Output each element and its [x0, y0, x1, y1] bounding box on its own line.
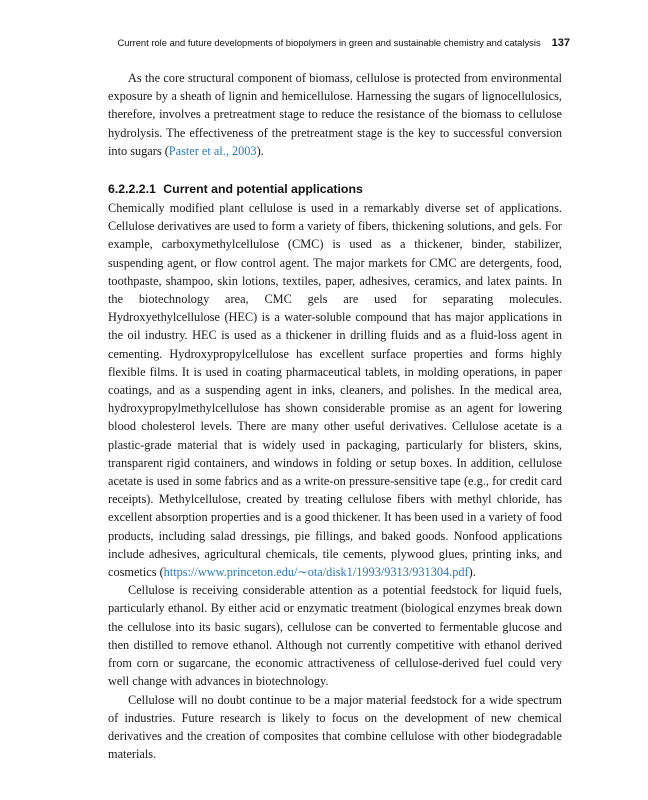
url-link[interactable]: https://www.princeton.edu/∼ota/disk1/1993/9313/931304.pdf [163, 565, 469, 580]
page-number: 137 [551, 37, 570, 49]
running-title: Current role and future developments of biopolymers in green and sustainable chemistry and catalysis [117, 37, 541, 48]
applications-text-end: ). [468, 565, 476, 580]
section-number: 6.2.2.2.1 [108, 182, 156, 197]
running-header [40, 37, 570, 49]
citation-link[interactable]: Paster et al., 2003 [168, 143, 257, 158]
section-title: Current and potential applications [163, 182, 363, 197]
applications-text: Chemically modified plant cellulose is used in a remarkably diverse set of applications. Cellulose derivatives are used to form a variety of fibers, thickening solutions, and gels. For example, carboxymethylcellulose (CMC) is used as a thickener, binder, stabilizer, suspending agent, or flow control agent. The major markets for CMC are detergents, food, toothpaste, shampoo, skin lotions, textiles, paper, adhesives, ceramics, and latex paints. In the biotechnology area, CMC gels are used for separating molecules. Hydroxyethylcellulose (HEC) is a water-soluble compound that has major applications in the oil industry. HEC is used as a thickener in drilling fluids and as a fluid-loss agent in cementing. Hydroxypropylcellulose has excellent surface properties and forms highly flexible films. It is used in coating pharmaceutical tablets, in molding operations, in paper coatings, and as a suspending agent in inks, cleaners, and polishes. In the medical area, hydroxypropylmethylcellulose has shown considerable promise as an agent for lowering blood cholesterol levels. There are many other useful derivatives. Cellulose acetate is a plastic-grade material that is widely used in packaging, particularly for blisters, skins, transparent rigid containers, and windows in folding or setup boxes. In addition, cellulose acetate is used in some fabrics and as a write-on pressure-sensitive tape (e.g., for credit card receipts). Methylcellulose, created by treating cellulose fibers with methyl chloride, has excellent absorption properties and is a good thickener. It has been used in a variety of food products, including salad dressings, pie fillings, and baked goods. Nonfood applications include adhesives, agricultural chemicals, tile cements, plywood glues, printing inks, and cosmetics ( [108, 201, 562, 580]
body-text [108, 69, 562, 763]
intro-text-end: ). [256, 143, 264, 158]
section-heading [108, 180, 562, 198]
fuel-paragraph: Cellulose is receiving considerable attention as a potential feedstock for liquid fuels, particularly ethanol. By either acid or enzymatic treatment (biological enzymes break down the cellulose into its basic sugars), cellulose can be converted to fermentable glucose and then distilled to remove ethanol. Although not currently competitive with ethanol derived from corn or sugarcane, the economic attractiveness of cellulose-derived fuel could very well change with advances in biotechnology. [108, 583, 562, 689]
applications-paragraph [108, 199, 562, 581]
intro-text: As the core structural component of biomass, cellulose is protected from environmental exposure by a sheath of lignin and hemicellulose. Harnessing the sugars of lignocellulosics, therefore, involves a pretreatment stage to reduce the resistance of the biomass to cellulose hydrolysis. The effectiveness of the pretreatment stage is the key to successful conversion into sugars ( [108, 71, 562, 158]
intro-paragraph [108, 69, 562, 160]
future-paragraph: Cellulose will no doubt continue to be a major material feedstock for a wide spectrum of industries. Future research is likely to focus on the development of new chemical derivatives and the creation of composites that combine cellulose with other biodegradable materials. [108, 692, 562, 762]
